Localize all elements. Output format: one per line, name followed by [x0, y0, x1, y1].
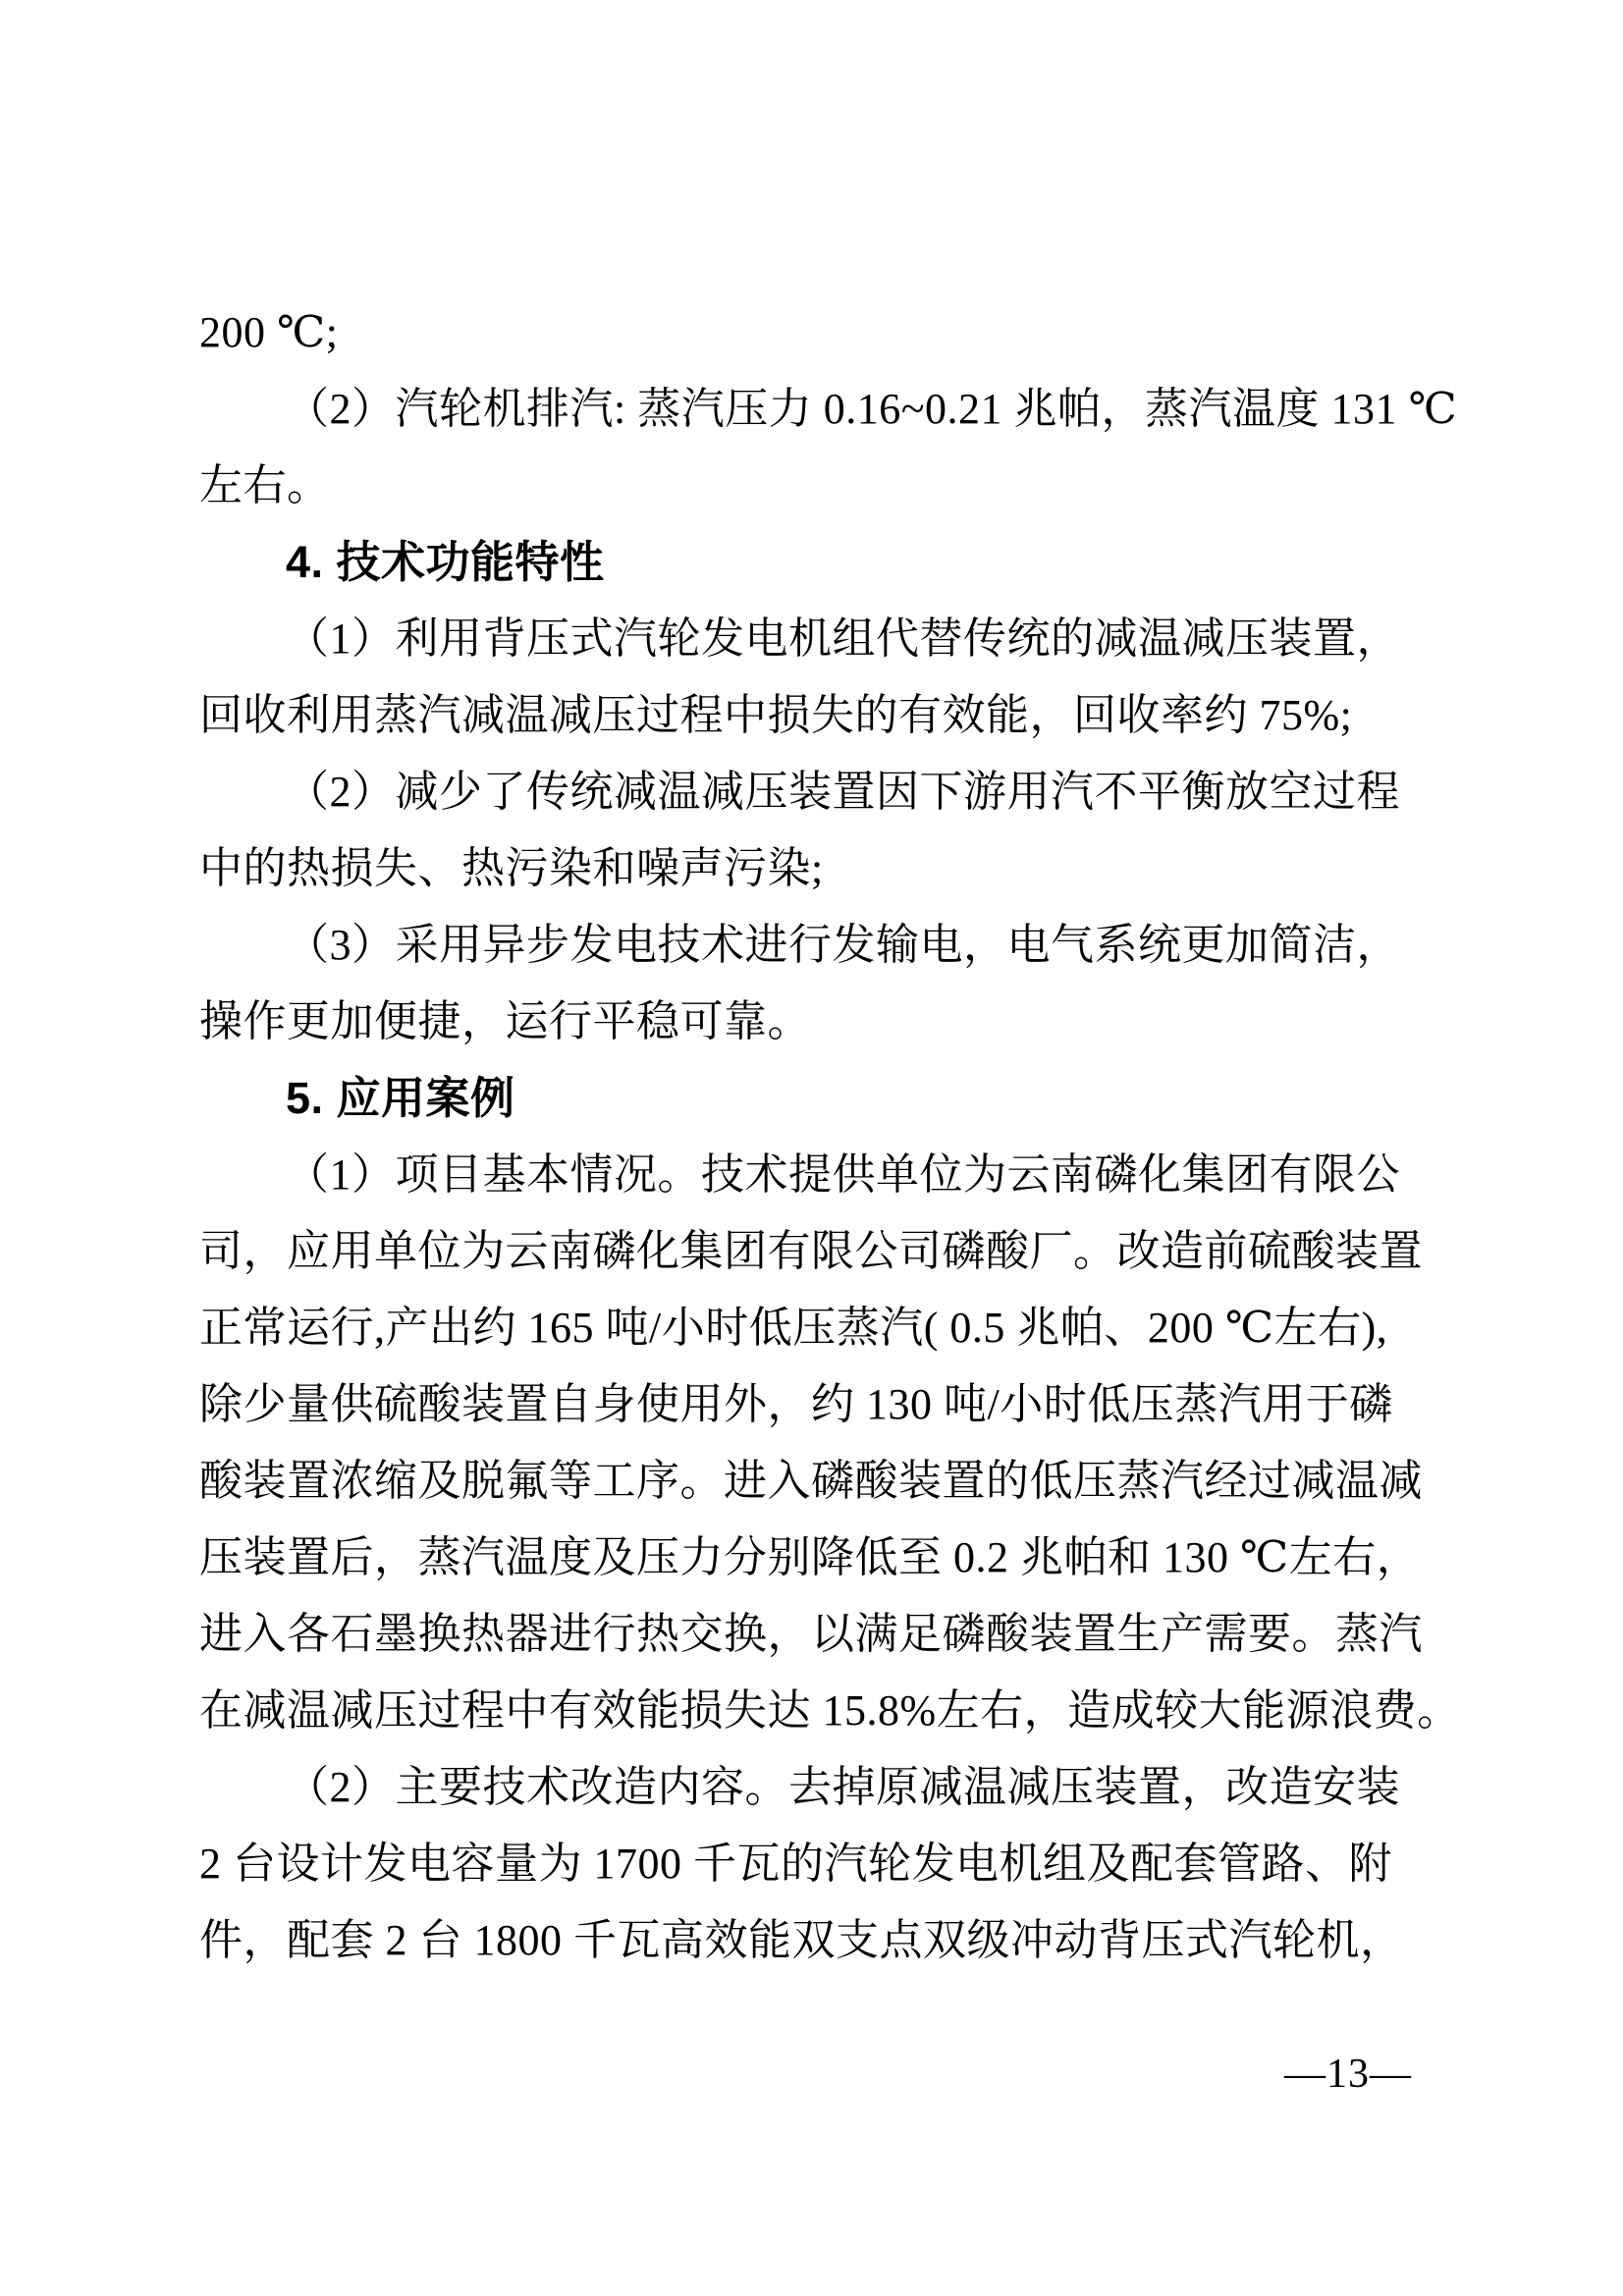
text-line: （2）汽轮机排汽: 蒸汽压力 0.16~0.21 兆帕，蒸汽温度 131 ℃	[286, 385, 1458, 433]
text-line: （2）主要技术改造内容。去掉原减温减压装置，改造安装	[286, 1763, 1400, 1811]
text-line: 司，应用单位为云南磷化集团有限公司磷酸厂。改造前硫酸装置	[199, 1227, 1423, 1275]
text-line: 在减温减压过程中有效能损失达 15.8%左右，造成较大能源浪费。	[199, 1686, 1461, 1735]
section-heading: 5. 应用案例	[286, 1073, 515, 1123]
text-line: （2）减少了传统减温减压装置因下游用汽不平衡放空过程	[286, 768, 1400, 816]
text-line: 回收利用蒸汽减温减压过程中损失的有效能，回收率约 75%;	[199, 691, 1353, 739]
text-line: 件，配套 2 台 1800 千瓦高效能双支点双级冲动背压式汽轮机，	[199, 1916, 1404, 1964]
text-line: （1）项目基本情况。技术提供单位为云南磷化集团有限公	[286, 1150, 1400, 1199]
text-line: 压装置后，蒸汽温度及压力分别降低至 0.2 兆帕和 130 ℃左右，	[199, 1533, 1421, 1581]
text-line: （1）利用背压式汽轮发电机组代替传统的减温减压装置，	[286, 614, 1400, 663]
text-line: 正常运行,产出约 165 吨/小时低压蒸汽( 0.5 兆帕、200 ℃左右),	[199, 1304, 1388, 1352]
text-line: 除少量供硫酸装置自身使用外，约 130 吨/小时低压蒸汽用于磷	[199, 1380, 1393, 1428]
text-line: 2 台设计发电容量为 1700 千瓦的汽轮发电机组及配套管路、附	[199, 1840, 1392, 1888]
page-number: —13—	[1284, 2052, 1412, 2097]
text-line: 操作更加便捷，运行平稳可靠。	[199, 997, 811, 1045]
text-line: 酸装置浓缩及脱氟等工序。进入磷酸装置的低压蒸汽经过减温减	[199, 1457, 1423, 1505]
text-line: 进入各石墨换热器进行热交换，以满足磷酸装置生产需要。蒸汽	[199, 1610, 1423, 1658]
text-line: 中的热损失、热污染和噪声污染;	[199, 844, 824, 892]
text-line: 200 ℃;	[199, 308, 339, 356]
section-heading: 4. 技术功能特性	[286, 537, 605, 587]
text-line: （3）采用异步发电技术进行发输电，电气系统更加简洁，	[286, 921, 1400, 969]
text-line: 左右。	[199, 461, 331, 509]
document-body	[199, 294, 1461, 1979]
